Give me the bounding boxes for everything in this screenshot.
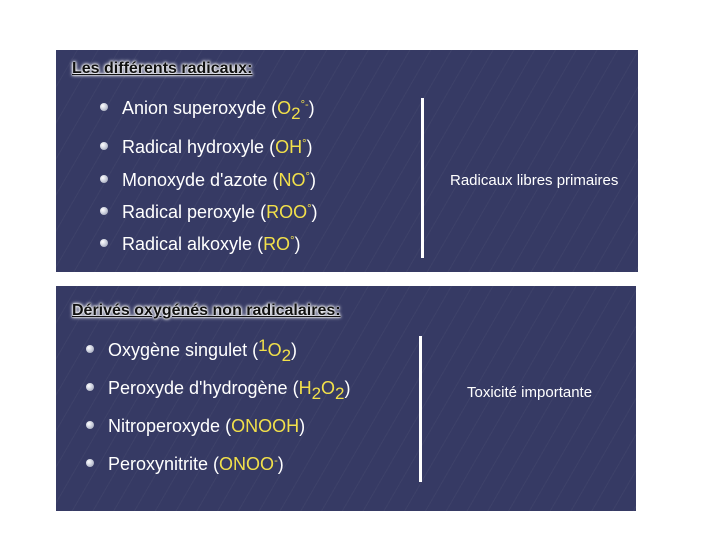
item-label: Nitroperoxyde — [108, 416, 221, 436]
list-item: Nitroperoxyde (ONOOH) — [86, 416, 305, 437]
formula: 1O2 — [258, 336, 292, 365]
list-item: Radical peroxyle (ROO°) — [100, 202, 318, 223]
item-label: Peroxyde d'hydrogène — [108, 378, 288, 398]
radicals-heading: Les différents radicaux: — [72, 60, 253, 77]
side-label: Toxicité importante — [467, 384, 593, 401]
formula: O2°- — [277, 98, 309, 123]
bracket-line — [421, 98, 424, 258]
formula: H2O2 — [298, 378, 345, 403]
formula: NO° — [278, 170, 310, 190]
non-radical-panel — [56, 286, 636, 511]
bullet-icon — [86, 383, 94, 391]
item-label: Anion superoxyde — [122, 98, 267, 118]
bullet-icon — [86, 421, 94, 429]
bullet-icon — [100, 142, 108, 150]
bullet-icon — [86, 345, 94, 353]
radicals-panel — [56, 50, 638, 272]
formula: ONOO- — [219, 454, 278, 474]
bracket-line — [419, 336, 422, 482]
list-item: Anion superoxyde (O2°-) — [100, 98, 315, 119]
formula: OH° — [275, 137, 307, 157]
list-item: Peroxyde d'hydrogène (H2O2) — [86, 378, 351, 399]
item-label: Radical alkoxyle — [122, 234, 253, 254]
item-label: Oxygène singulet — [108, 340, 248, 360]
bullet-icon — [100, 175, 108, 183]
formula: RO° — [263, 234, 295, 254]
bullet-icon — [100, 103, 108, 111]
bullet-icon — [100, 239, 108, 247]
list-item: Oxygène singulet (1O2) — [86, 340, 297, 361]
list-item: Radical hydroxyle (OH°) — [100, 137, 312, 158]
item-label: Monoxyde d'azote — [122, 170, 268, 190]
formula: ONOOH — [231, 416, 300, 436]
formula: ROO° — [266, 202, 312, 222]
item-label: Radical peroxyle — [122, 202, 256, 222]
list-item: Radical alkoxyle (RO°) — [100, 234, 300, 255]
bullet-icon — [100, 207, 108, 215]
list-item: Monoxyde d'azote (NO°) — [100, 170, 316, 191]
non-radical-heading: Dérivés oxygénés non radicalaires: — [72, 302, 341, 319]
bullet-icon — [86, 459, 94, 467]
item-label: Radical hydroxyle — [122, 137, 265, 157]
side-label: Radicaux libres primaires — [450, 172, 619, 189]
list-item: Peroxynitrite (ONOO-) — [86, 454, 284, 475]
item-label: Peroxynitrite — [108, 454, 209, 474]
